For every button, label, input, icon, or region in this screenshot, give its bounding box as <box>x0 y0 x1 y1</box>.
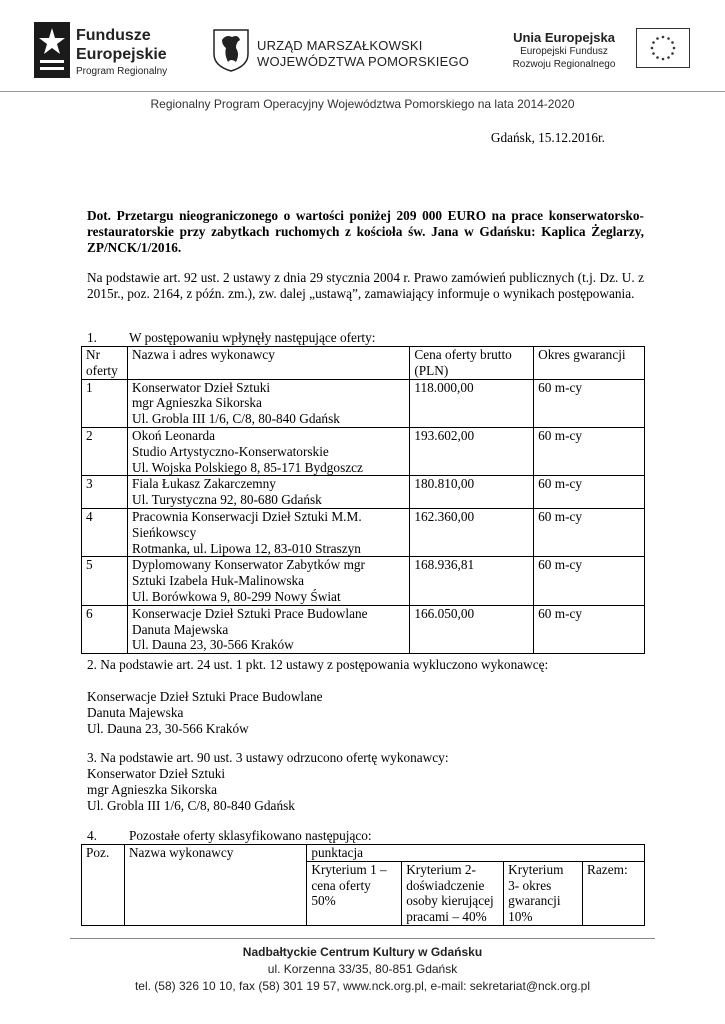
offers-table <box>81 346 645 654</box>
col-header-scoring: punktacja <box>307 845 645 862</box>
contractor-line: Ul. Borówkowa 9, 80-299 Nowy Świat <box>131 588 341 604</box>
offer-warranty: 60 m-cy <box>534 605 645 653</box>
table-row <box>82 557 645 605</box>
col-header-pos: Poz. <box>82 845 125 926</box>
header-divider <box>0 91 725 92</box>
eu-fund-line2: Rozwoju Regionalnego <box>512 59 616 70</box>
offer-contractor <box>127 605 409 653</box>
offer-price: 162.360,00 <box>410 508 534 556</box>
fundusze-europejskie-logo <box>34 22 214 84</box>
contractor-line: Studio Artystyczno-Konserwatorskie <box>131 443 329 459</box>
criterion-1 <box>307 861 402 925</box>
nr-header-line2: oferty <box>86 362 118 378</box>
eu-fund-line1: Europejski Fundusz <box>520 46 608 57</box>
excluded-line: Konserwacje Dzieł Sztuki Prace Budowlane <box>87 689 323 704</box>
contractor-line: Konserwator Dzieł Sztuki <box>131 379 271 395</box>
offers-header-row <box>82 347 645 380</box>
offer-price: 166.050,00 <box>410 605 534 653</box>
footer-address: ul. Korzenna 33/35, 80-851 Gdańsk <box>267 962 458 976</box>
contractor-line: Ul. Dauna 23, 30-566 Kraków <box>131 637 294 653</box>
contractor-line: Sztuki Izabela Huk-Malinowska <box>131 573 305 589</box>
offer-number: 1 <box>82 379 128 427</box>
contractor-line: Rotmanka, ul. Lipowa 12, 83-010 Straszyn <box>131 540 361 556</box>
offer-warranty: 60 m-cy <box>534 508 645 556</box>
offer-price: 168.936,81 <box>410 557 534 605</box>
offer-number: 5 <box>82 557 128 605</box>
footer-divider <box>70 938 655 939</box>
office-line2: WOJEWÓDZTWA POMORSKIEGO <box>257 54 470 69</box>
subject-paragraph: Dot. Przetargu nieograniczonego o wartości poniżej 209 000 EURO na prace konserwatorsko-restauratorskie przy zabytkach ruchomych z kościoła św. Jana w Gdańsku: Kaplica Żeglarzy, ZP/NCK/1/2016. <box>87 208 644 255</box>
section-3-heading: 3. Na podstawie art. 90 ust. 3 ustawy odrzucono ofertę wykonawcy: <box>87 750 449 765</box>
offer-number: 3 <box>82 476 128 509</box>
offer-contractor <box>127 476 409 509</box>
criterion-3-line: gwarancji <box>508 893 561 909</box>
fe-logo-line2: Europejskie <box>76 46 167 63</box>
section-2-heading: 2. Na podstawie art. 24 ust. 1 pkt. 12 ustawy z postępowania wykluczono wykonawcę: <box>87 657 549 672</box>
program-title: Regionalny Program Operacyjny Województwa Pomorskiego na lata 2014-2020 <box>150 97 575 111</box>
contractor-line: Dyplomowany Konserwator Zabytków mgr <box>131 557 365 573</box>
offer-warranty: 60 m-cy <box>534 476 645 509</box>
rejected-line: Ul. Grobla III 1/6, C/8, 80-840 Gdańsk <box>87 798 295 813</box>
excluded-line: Danuta Majewska <box>87 705 184 720</box>
eu-flag-icon <box>636 28 690 68</box>
footer-contact: tel. (58) 326 10 10, fax (58) 301 19 57, www.nck.org.pl, e-mail: sekretariat@nck.org.pl <box>134 979 591 993</box>
offer-contractor <box>127 557 409 605</box>
section-3-block <box>87 750 644 814</box>
criterion-3-line: 3- okres <box>508 877 552 893</box>
office-line1: URZĄD MARSZAŁKOWSKI <box>257 38 423 53</box>
col-header-contractor: Nazwa wykonawcy <box>124 845 306 926</box>
price-header-line1: Cena oferty brutto <box>414 347 512 362</box>
price-header-line2: (PLN) <box>414 362 449 378</box>
footer-organization: Nadbałtyckie Centrum Kultury w Gdańsku <box>242 945 483 959</box>
col-header-price <box>410 347 534 380</box>
contractor-line: mgr Agnieszka Sikorska <box>131 395 262 411</box>
table-row <box>82 605 645 653</box>
criterion-2 <box>402 861 504 925</box>
col-header-nr <box>82 347 128 380</box>
table-row <box>82 508 645 556</box>
fe-logo-line3: Program Regionalny <box>76 66 168 77</box>
excluded-line: Ul. Dauna 23, 30-566 Kraków <box>87 721 249 736</box>
contractor-line: Konserwacje Dzieł Sztuki Prace Budowlane <box>131 605 368 621</box>
score-header-row <box>82 845 645 862</box>
offer-number: 2 <box>82 427 128 475</box>
letterhead <box>0 0 725 96</box>
criterion-3-line: Kryterium <box>508 861 564 877</box>
contractor-line: Sieńkowscy <box>131 524 197 540</box>
footer <box>0 944 725 995</box>
offer-warranty: 60 m-cy <box>534 557 645 605</box>
offer-warranty: 60 m-cy <box>534 379 645 427</box>
contractor-line: Ul. Wojska Polskiego 8, 85-171 Bydgoszcz <box>131 459 363 475</box>
contractor-line: Fiala Łukasz Zakarczemny <box>131 476 276 492</box>
rejected-line: Konserwator Dzieł Sztuki <box>87 766 226 781</box>
offer-number: 6 <box>82 605 128 653</box>
col-header-warranty: Okres gwarancji <box>534 347 645 380</box>
contractor-line: Danuta Majewska <box>131 621 229 637</box>
section-4-text: Pozostałe oferty sklasyfikowano następująco: <box>129 828 372 843</box>
criterion-1-line: 50% <box>311 893 336 909</box>
table-row <box>82 427 645 475</box>
fe-star-icon <box>34 22 70 78</box>
eu-title: Unia Europejska <box>513 30 615 45</box>
criterion-2-line: pracami – 40% <box>406 909 487 925</box>
fe-logo-line1: Fundusze <box>76 27 151 44</box>
rejected-line: mgr Agnieszka Sikorska <box>87 782 217 797</box>
section-4-number: 4. <box>87 828 97 843</box>
document-date: Gdańsk, 15.12.2016r. <box>490 130 605 145</box>
section-1-text: W postępowaniu wpłynęły następujące oferty: <box>129 330 376 345</box>
nr-header-line1: Nr <box>86 347 101 362</box>
offer-contractor <box>127 379 409 427</box>
offer-contractor <box>127 427 409 475</box>
criterion-2-line: Kryterium 2- <box>406 861 476 877</box>
contractor-line: Okoń Leonarda <box>131 427 216 443</box>
col-header-name: Nazwa i adres wykonawcy <box>127 347 409 380</box>
offer-number: 4 <box>82 508 128 556</box>
offer-price: 118.000,00 <box>410 379 534 427</box>
criterion-3-line: 10% <box>508 909 533 925</box>
offer-warranty: 60 m-cy <box>534 427 645 475</box>
criterion-1-line: Kryterium 1 – <box>311 861 387 877</box>
section-4-heading <box>87 828 644 844</box>
offer-price: 193.602,00 <box>410 427 534 475</box>
criterion-3 <box>504 861 583 925</box>
offers-body <box>82 379 645 654</box>
pomorskie-griffin-crest-icon <box>212 28 250 72</box>
criterion-2-line: osoby kierującej <box>406 893 494 909</box>
table-row <box>82 379 645 427</box>
contractor-line: Ul. Turystyczna 92, 80-680 Gdańsk <box>131 492 322 508</box>
intro-paragraph: Na podstawie art. 92 ust. 2 ustawy z dnia 29 stycznia 2004 r. Prawo zamówień publicznych (t.j. Dz. U. z 2015r., poz. 2164, z późn. zm.), zw. dalej „ustawą”, zamawiający informuje o wynikach postępowania. <box>87 270 644 301</box>
criterion-1-line: cena oferty <box>311 877 371 893</box>
offer-price: 180.810,00 <box>410 476 534 509</box>
section-1-number: 1. <box>87 330 97 345</box>
criterion-2-line: doświadczenie <box>406 877 485 893</box>
table-row <box>82 476 645 509</box>
contractor-line: Ul. Grobla III 1/6, C/8, 80-840 Gdańsk <box>131 411 340 427</box>
section-1-heading <box>87 330 644 346</box>
offer-contractor <box>127 508 409 556</box>
excluded-contractor <box>87 689 644 737</box>
score-table <box>81 844 645 926</box>
col-header-total: Razem: <box>583 861 645 925</box>
contractor-line: Pracownia Konserwacji Dzieł Sztuki M.M. <box>131 508 362 524</box>
